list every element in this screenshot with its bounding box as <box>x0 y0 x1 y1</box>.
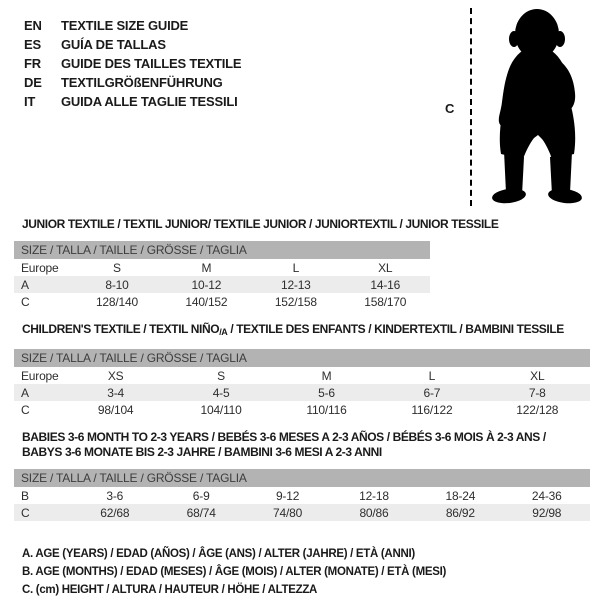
table-cell: L <box>292 260 300 275</box>
baby-silhouette-icon <box>478 6 598 208</box>
table-cell: 80/86 <box>331 504 417 521</box>
height-measure-label: C <box>445 101 455 116</box>
row-label: C <box>21 294 30 309</box>
junior-size-table <box>14 241 430 310</box>
size-header-row <box>14 241 430 259</box>
table-cell: 122/128 <box>516 402 559 417</box>
language-label: GUÍA DE TALLAS <box>61 37 166 52</box>
table-cell: 3-6 <box>106 488 124 503</box>
table-cell: XS <box>107 368 124 383</box>
language-code: EN <box>24 18 42 33</box>
row-label: C <box>21 402 30 417</box>
table-cell: 18-24 <box>445 488 476 503</box>
table-cell: 116/122 <box>411 402 453 417</box>
table-cell: 110/116 <box>306 402 347 417</box>
baby-figure-area <box>444 6 596 210</box>
table-row-height <box>14 504 590 521</box>
table-cell: 86/92 <box>417 504 503 521</box>
children-title-post: / TEXTILE DES ENFANTS / KINDERTEXTIL / BAMBINI TESSILE <box>227 322 564 336</box>
table-row-age <box>14 384 590 401</box>
table-cell: 10-12 <box>162 276 251 293</box>
table-row-europe <box>14 259 430 276</box>
table-row-age-months <box>14 487 590 504</box>
table-cell: 104/110 <box>200 402 242 417</box>
size-header-row <box>14 469 590 487</box>
table-cell: 6-9 <box>192 488 210 503</box>
table-cell: 5-6 <box>274 384 379 401</box>
table-cell: 92/98 <box>504 504 590 521</box>
table-cell: 140/152 <box>185 294 228 309</box>
table-row-europe <box>14 367 590 384</box>
size-header-bar: SIZE / TALLA / TAILLE / GRÖSSE / TAGLIA <box>14 349 590 367</box>
children-section-title <box>22 322 590 340</box>
table-cell: M <box>201 260 212 275</box>
row-label: A <box>14 384 63 401</box>
height-measure-line <box>470 8 472 206</box>
table-cell: 68/74 <box>158 504 244 521</box>
table-cell: 158/170 <box>364 294 407 309</box>
babies-title-line1: BABIES 3-6 MONTH TO 2-3 YEARS / BEBÉS 3-6 MESES A 2-3 AÑOS / BÉBÉS 3-6 MOIS À 2-3 ANS / <box>22 430 546 444</box>
table-cell: XL <box>530 368 545 383</box>
table-cell: 24-36 <box>531 488 562 503</box>
row-label: Europe <box>21 260 59 275</box>
babies-title-line2: BABYS 3-6 MONATE BIS 2-3 JAHRE / BAMBINI 3-6 MESI A 2-3 ANNI <box>22 445 382 459</box>
children-size-table <box>14 349 590 418</box>
table-cell: 4-5 <box>168 384 273 401</box>
language-code: IT <box>24 94 36 109</box>
table-cell: 62/68 <box>72 504 158 521</box>
language-code: FR <box>24 56 41 71</box>
table-cell: 128/140 <box>95 294 138 309</box>
table-cell: 12-18 <box>359 488 389 503</box>
table-cell: 74/80 <box>244 504 330 521</box>
table-cell: S <box>217 368 225 383</box>
row-label: C <box>14 504 72 521</box>
footnote-b: B. AGE (MONTHS) / EDAD (MESES) / ÂGE (MOIS) / ALTER (MONATE) / ETÀ (MESI) <box>22 566 447 578</box>
footnote-a: A. AGE (YEARS) / EDAD (AÑOS) / ÂGE (ANS) / ALTER (JAHRE) / ETÀ (ANNI) <box>22 548 415 560</box>
babies-size-table <box>14 469 590 521</box>
table-cell: 14-16 <box>341 276 430 293</box>
language-code: ES <box>24 37 41 52</box>
table-cell: 152/158 <box>274 294 317 309</box>
language-label: GUIDA ALLE TAGLIE TESSILI <box>61 94 238 109</box>
size-header-bar: SIZE / TALLA / TAILLE / GRÖSSE / TAGLIA <box>14 241 430 259</box>
language-label: TEXTILGRÖßENFÜHRUNG <box>61 75 223 90</box>
row-label: Europe <box>21 368 59 383</box>
table-cell: 7-8 <box>485 384 590 401</box>
table-cell: L <box>428 368 436 383</box>
language-code: DE <box>24 75 42 90</box>
table-row-height <box>14 401 590 418</box>
table-cell: M <box>321 368 332 383</box>
table-cell: 3-4 <box>63 384 168 401</box>
table-cell: XL <box>378 260 393 275</box>
table-cell: 9-12 <box>275 488 300 503</box>
language-label: GUIDE DES TAILLES TEXTILE <box>61 56 242 71</box>
children-title-sub: /A <box>219 327 228 337</box>
table-row-age <box>14 276 430 293</box>
size-header-bar: SIZE / TALLA / TAILLE / GRÖSSE / TAGLIA <box>14 469 590 487</box>
babies-section-title <box>22 430 590 460</box>
table-cell: 12-13 <box>251 276 340 293</box>
table-cell: 8-10 <box>72 276 161 293</box>
footnotes <box>22 545 590 599</box>
footnote-c: C. (cm) HEIGHT / ALTURA / HAUTEUR / HÖHE / ALTEZZA <box>22 584 318 596</box>
size-header-row <box>14 349 590 367</box>
junior-section-title: JUNIOR TEXTILE / TEXTIL JUNIOR/ TEXTILE JUNIOR / JUNIORTEXTIL / JUNIOR TESSILE <box>22 217 499 231</box>
table-cell: 6-7 <box>379 384 484 401</box>
children-title-pre: CHILDREN'S TEXTILE / TEXTIL NIÑO <box>22 322 220 336</box>
table-row-height <box>14 293 430 310</box>
table-cell: S <box>113 260 121 275</box>
table-cell: 98/104 <box>97 402 134 417</box>
row-label: B <box>21 488 29 503</box>
language-label: TEXTILE SIZE GUIDE <box>61 18 189 33</box>
row-label: A <box>14 276 72 293</box>
